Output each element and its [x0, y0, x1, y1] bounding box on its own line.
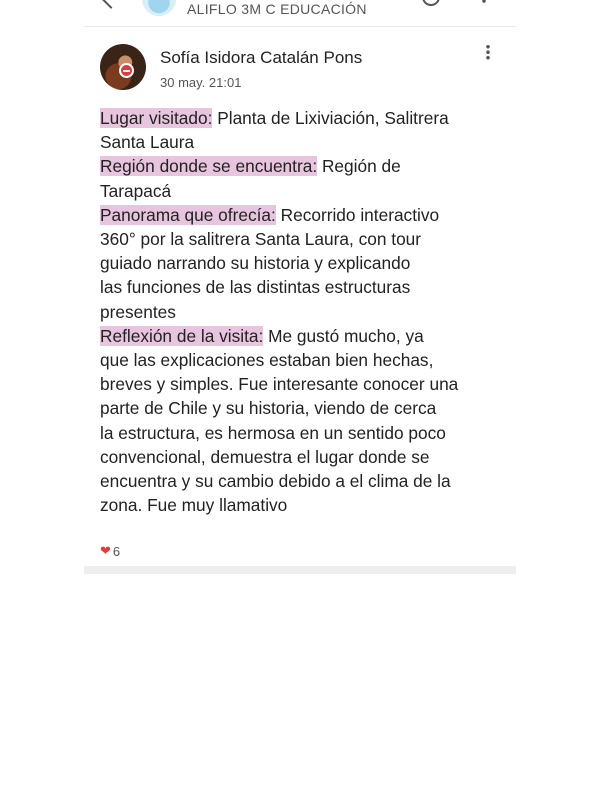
text-line: parte de Chile y su historia, viendo de cerca — [100, 398, 437, 419]
group-name[interactable]: ALIFLO 3M C EDUCACIÓN — [187, 1, 367, 17]
post-card — [84, 30, 516, 569]
text-line: encuentra y su cambio debido a el clima de la — [100, 471, 451, 492]
text-line — [100, 154, 500, 178]
like-count: 6 — [112, 543, 121, 559]
text-segment: Recorrido interactivo — [275, 204, 440, 225]
text-line: 360° por la salitrera Santa Laura, con tour — [100, 229, 422, 250]
text-line: presentes — [100, 301, 176, 322]
group-avatar[interactable] — [142, 0, 176, 16]
top-app-bar — [84, 0, 516, 27]
text-line: la estructura, es hermosa en un sentido poco — [100, 422, 446, 443]
label-lugar: Lugar visitado: — [100, 108, 213, 128]
text-segment: Planta de Lixiviación, Salitrera — [212, 108, 449, 128]
text-line: zona. Fue muy llamativo — [100, 495, 288, 516]
text-line: Santa Laura — [100, 132, 195, 153]
text-segment: Región de — [317, 156, 401, 177]
post-divider — [84, 566, 516, 574]
text-line: Tarapacá — [100, 180, 172, 201]
bell-icon[interactable] — [422, 0, 440, 6]
text-line: breves y simples. Fue interesante conocer una — [100, 374, 459, 395]
more-options-icon[interactable] — [482, 0, 486, 4]
text-line — [100, 106, 500, 130]
post-body — [100, 106, 500, 517]
author-name[interactable]: Sofía Isidora Catalán Pons — [160, 48, 363, 67]
label-reflexion: Reflexión de la visita: — [100, 325, 264, 346]
label-region: Región donde se encuentra: — [100, 156, 318, 177]
text-line: guiado narrando su historia y explicando — [100, 253, 411, 274]
text-line: que las explicaciones estaban bien hechas, — [100, 350, 434, 371]
back-arrow-icon[interactable] — [101, 0, 121, 9]
text-line: las funciones de las distintas estructuras — [100, 277, 411, 298]
label-panorama: Panorama que ofrecía: — [100, 204, 276, 225]
text-line — [100, 324, 500, 348]
post-menu-icon[interactable] — [486, 44, 490, 60]
text-segment: Me gustó mucho, ya — [263, 325, 424, 346]
heart-icon[interactable]: ❤ — [100, 543, 111, 558]
like-button[interactable] — [100, 543, 120, 559]
text-line — [100, 203, 500, 227]
status-badge — [119, 63, 134, 78]
post-timestamp: 30 may. 21:01 — [160, 75, 242, 90]
text-line: convencional, demuestra el lugar donde se — [100, 446, 430, 467]
